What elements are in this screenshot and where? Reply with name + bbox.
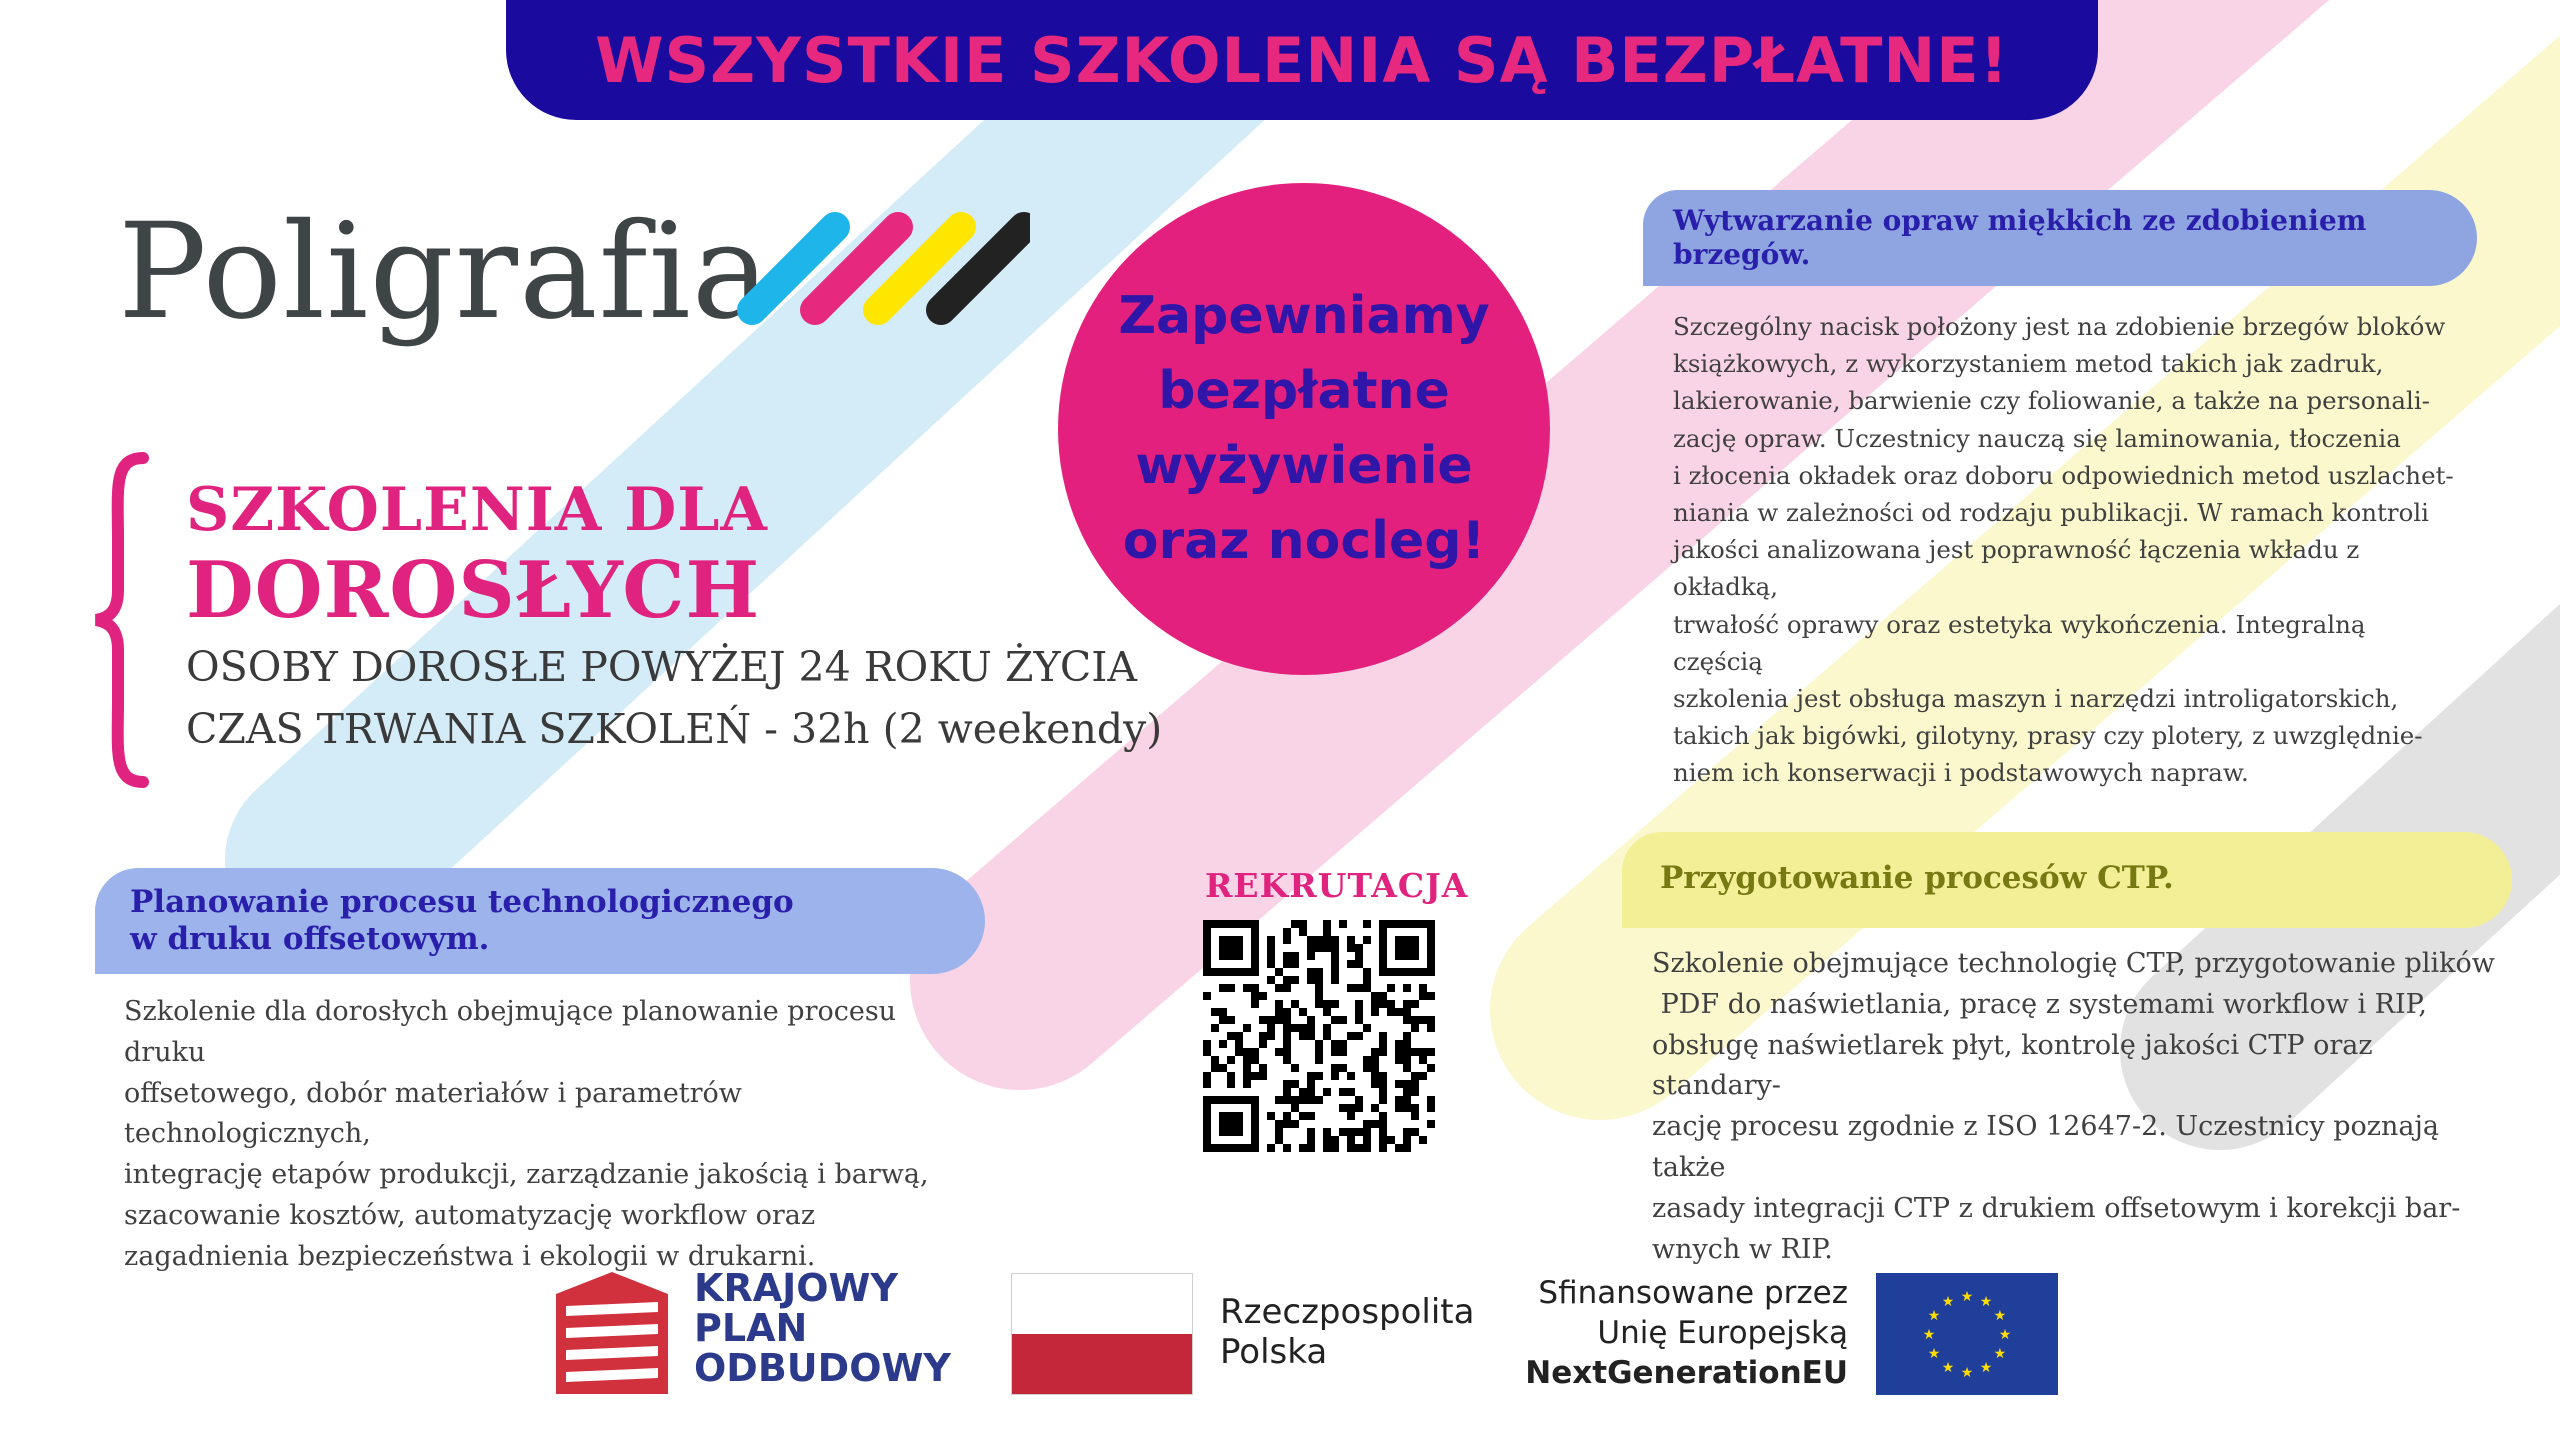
- course-title-offset: [95, 868, 985, 974]
- text-line: wnych w RIP.: [1652, 1233, 1833, 1265]
- circle-text: Zapewniamy bezpłatne wyżywienie oraz nocleg!: [1118, 286, 1490, 571]
- course-title-ctp: Przygotowanie procesów CTP.: [1622, 832, 2512, 928]
- eu-line: Unię Europejską: [1597, 1315, 1848, 1351]
- text-line: offsetowego, dobór materiałów i parametrów technologicznych,: [124, 1077, 742, 1150]
- course-description-ctp: [1652, 944, 2495, 1270]
- eu-funding-text: [1505, 1273, 1848, 1393]
- eu-star-icon: ★: [1960, 1289, 1974, 1305]
- eu-star-icon: ★: [1922, 1327, 1936, 1343]
- eu-star-icon: ★: [1927, 1308, 1941, 1324]
- kpo-line: ODBUDOWY: [694, 1346, 951, 1390]
- cmyk-stripes-icon: [730, 205, 1030, 335]
- course-description-soft-binding: [1673, 308, 2463, 792]
- text-line: szacowanie kosztów, automatyzację workflow oraz: [124, 1199, 816, 1231]
- eu-star-icon: ★: [1993, 1308, 2007, 1324]
- kpo-line: KRAJOWY: [694, 1266, 898, 1310]
- rp-line: Polska: [1220, 1332, 1328, 1372]
- text-line: jakości analizowana jest poprawność łączenia wkładu z okładką,: [1673, 535, 2360, 602]
- banner-text: WSZYSTKIE SZKOLENIA SĄ BEZPŁATNE!: [595, 23, 2009, 97]
- free-accommodation-circle: [1058, 183, 1550, 675]
- eu-star-icon: ★: [1960, 1365, 1974, 1381]
- text-line: zagadnienia bezpieczeństwa i ekologii w drukarni.: [124, 1240, 816, 1272]
- polish-flag-icon: [1011, 1273, 1193, 1395]
- top-banner: [506, 0, 2098, 120]
- course-title-line: w druku offsetowym.: [130, 921, 490, 957]
- rp-text: [1220, 1292, 1474, 1372]
- text-line: takich jak bigówki, gilotyny, prasy czy plotery, z uwzględnie-: [1673, 721, 2423, 751]
- text-line: integrację etapów produkcji, zarządzanie jakością i barwą,: [124, 1159, 929, 1191]
- text-line: Szkolenie dla dorosłych obejmujące planowanie procesu druku: [124, 996, 897, 1068]
- eu-line: Sfinansowane przez: [1538, 1275, 1848, 1311]
- duration: CZAS TRWANIA SZKOLEŃ - 32h (2 weekendy): [186, 705, 1163, 753]
- eu-star-icon: ★: [1998, 1327, 2012, 1343]
- course-title-line: Planowanie procesu technologicznego: [130, 884, 794, 920]
- eu-star-icon: ★: [1941, 1359, 1955, 1376]
- recruitment-qr-code[interactable]: [1203, 920, 1435, 1152]
- kpo-text: [694, 1268, 951, 1388]
- text-line: zasady integracji CTP z drukiem offsetowym i korekcji bar-: [1652, 1192, 2461, 1224]
- eu-star-icon: ★: [1927, 1346, 1941, 1362]
- text-line: Szkolenie obejmujące technologię CTP, przygotowanie plików: [1652, 948, 2495, 979]
- text-line: niem ich konserwacji i podstawowych napraw.: [1673, 758, 2249, 788]
- kpo-logo-icon: [556, 1272, 668, 1394]
- text-line: i złocenia okładek oraz doboru odpowiednich metod uszlachet-: [1673, 460, 2454, 490]
- headline-line2: DOROSŁYCH: [186, 545, 761, 636]
- course-title-soft-binding: Wytwarzanie opraw miękkich ze zdobieniem brzegów.: [1643, 190, 2477, 286]
- text-line: książkowych, z wykorzystaniem metod takich jak zadruk,: [1673, 349, 2384, 379]
- rp-line: Rzeczpospolita: [1220, 1292, 1475, 1332]
- text-line: szkolenia jest obsługa maszyn i narzędzi introligatorskich,: [1673, 684, 2399, 714]
- text-line: zację procesu zgodnie z ISO 12647-2. Uczestnicy poznają także: [1652, 1111, 2439, 1183]
- text-line: zację opraw. Uczestnicy nauczą się laminowania, tłoczenia: [1673, 423, 2401, 453]
- curly-brace-icon: [88, 450, 158, 790]
- course-description-offset: [124, 992, 984, 1278]
- eu-star-icon: ★: [1993, 1346, 2007, 1362]
- text-line: obsługę naświetlarek płyt, kontrolę jakości CTP oraz standary-: [1652, 1029, 2373, 1102]
- eu-star-icon: ★: [1941, 1294, 1955, 1311]
- headline-line1: SZKOLENIA DLA: [186, 475, 768, 545]
- eu-line: NextGenerationEU: [1525, 1355, 1848, 1391]
- text-line: niania w zależności od rodzaju publikacji. W ramach kontroli: [1673, 498, 2430, 528]
- text-line: lakierowanie, barwienie czy foliowanie, a także na personali-: [1673, 386, 2430, 416]
- eu-star-icon: ★: [1979, 1359, 1993, 1376]
- eu-star-icon: ★: [1979, 1294, 1993, 1311]
- text-line: PDF do naświetlania, pracę z systemami workflow i RIP,: [1652, 988, 2427, 1020]
- brand-title: Poligrafia: [118, 195, 772, 349]
- recruitment-label: REKRUTACJA: [1205, 866, 1469, 905]
- text-line: Szczególny nacisk położony jest na zdobienie brzegów bloków: [1673, 312, 2446, 341]
- text-line: trwałość oprawy oraz estetyka wykończenia. Integralną częścią: [1673, 609, 2366, 676]
- eu-flag-icon: [1876, 1273, 2058, 1395]
- age-requirement: OSOBY DOROSŁE POWYŻEJ 24 ROKU ŻYCIA: [186, 643, 1138, 691]
- kpo-line: PLAN: [694, 1306, 808, 1350]
